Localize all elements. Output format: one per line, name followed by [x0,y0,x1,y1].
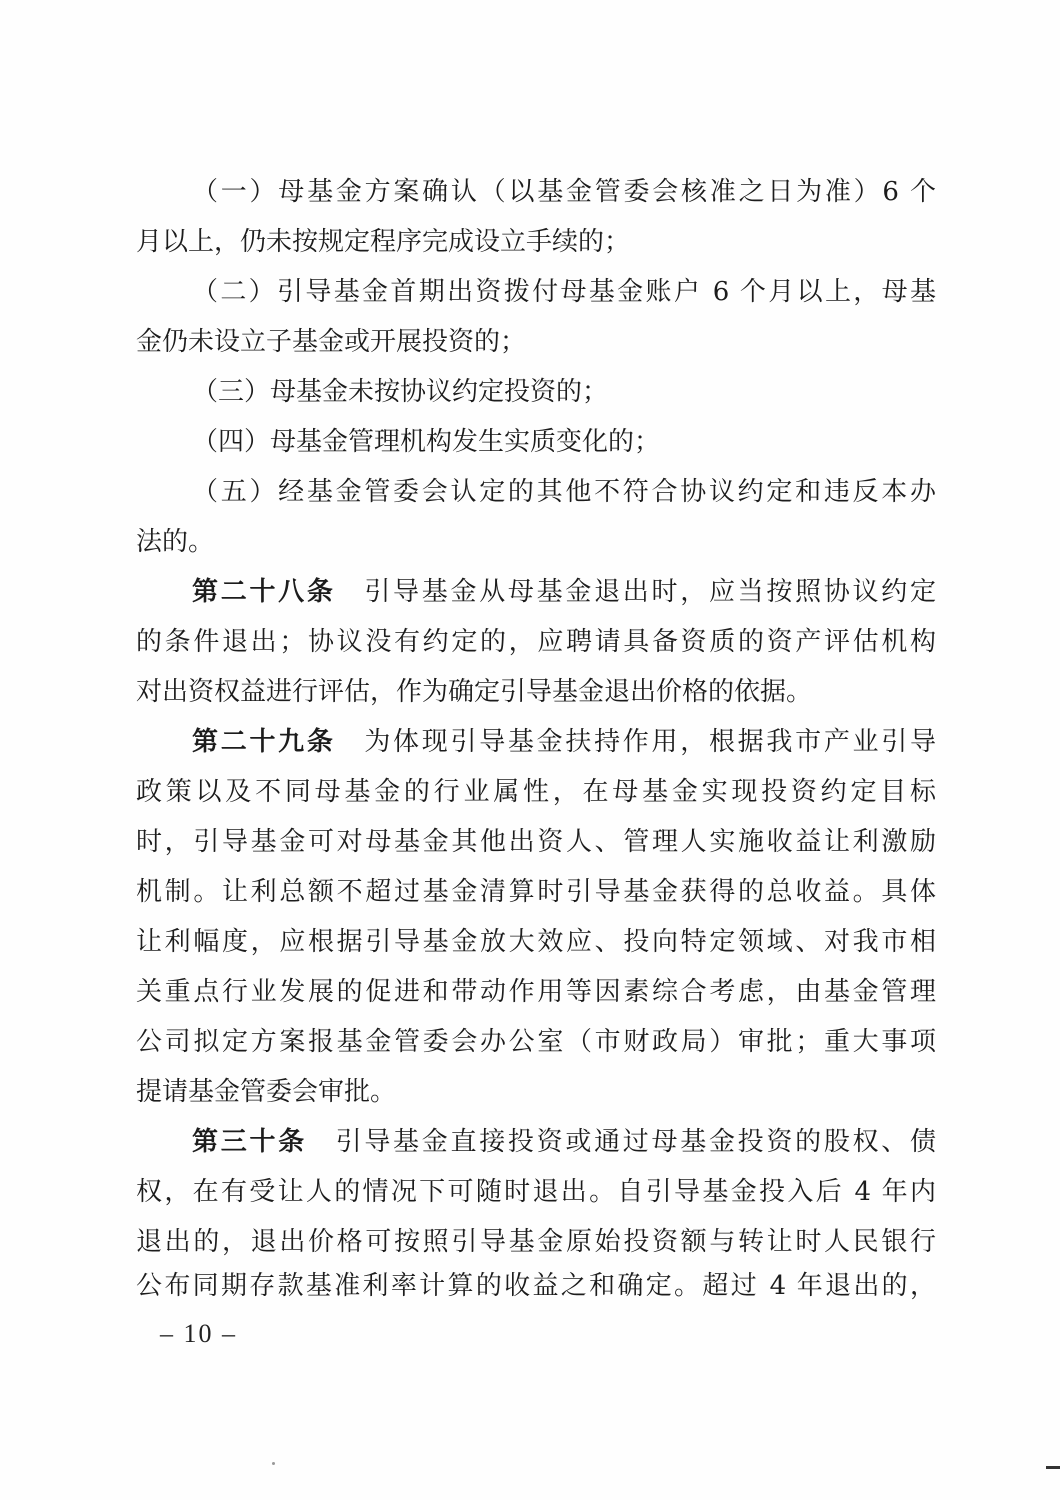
scan-speck [272,1462,275,1465]
line-text: （五）经基金管委会认定的其他不符合协议约定和违反本办 [192,477,936,507]
article-heading: 第三十条 [192,1127,307,1157]
line-text: 权，在有受让人的情况下可随时退出。自引导基金投入后 4 年内 [136,1177,936,1207]
line-text: 法的。 [136,527,215,557]
paragraph-line [136,772,936,812]
paragraph-line [136,522,936,562]
line-text: 引导基金从母基金退出时，应当按照协议约定 [335,577,936,607]
paragraph-line [192,472,936,512]
paragraph-line [136,922,936,962]
line-text: 公司拟定方案报基金管委会办公室（市财政局）审批；重大事项 [136,1027,936,1057]
paragraph-line [136,872,936,912]
article-heading: 第二十九条 [192,727,336,757]
line-text: 金仍未设立子基金或开展投资的； [136,327,527,357]
paragraph-line [136,222,936,262]
paragraph-line [136,1266,936,1306]
line-text: 引导基金直接投资或通过母基金投资的股权、债 [306,1127,936,1157]
paragraph-line [136,1222,936,1262]
paragraph-line [136,672,936,712]
paragraph-line [192,422,936,462]
paragraph-line [136,822,936,862]
line-text: 提请基金管委会审批。 [136,1077,397,1107]
line-text: （三）母基金未按协议约定投资的； [192,377,609,407]
page-number: – 10 – [160,1319,237,1348]
paragraph-line [192,272,936,312]
paragraph-line [136,622,936,662]
article-30-first-line [192,1122,936,1162]
article-heading: 第二十八条 [192,577,336,607]
article-29-first-line [192,722,936,762]
line-text: （二）引导基金首期出资拨付母基金账户 6 个月以上，母基 [192,277,936,307]
line-text: 退出的，退出价格可按照引导基金原始投资额与转让时人民银行 [136,1227,936,1257]
line-text: 对出资权益进行评估，作为确定引导基金退出价格的依据。 [136,677,813,707]
line-text: 关重点行业发展的促进和带动作用等因素综合考虑，由基金管理 [136,977,936,1007]
paragraph-line [192,172,936,212]
article-28-first-line [192,572,936,612]
line-text: （一）母基金方案确认（以基金管委会核准之日为准）6 个 [192,177,936,207]
paragraph-line [136,1022,936,1062]
line-text: 政策以及不同母基金的行业属性，在母基金实现投资约定目标 [136,777,936,807]
line-text: 公布同期存款基准利率计算的收益之和确定。超过 4 年退出的， [136,1271,936,1301]
line-text: 为体现引导基金扶持作用，根据我市产业引导 [335,727,936,757]
line-text: （四）母基金管理机构发生实质变化的； [192,427,661,457]
paragraph-line [136,1072,936,1112]
paragraph-line [136,322,936,362]
line-text: 月以上，仍未按规定程序完成设立手续的； [136,227,631,257]
line-text: 时，引导基金可对母基金其他出资人、管理人实施收益让利激励 [136,827,936,857]
scan-edge-mark [1046,1466,1060,1469]
paragraph-line [136,972,936,1012]
paragraph-line [136,1172,936,1212]
paragraph-line [192,372,936,412]
line-text: 的条件退出；协议没有约定的，应聘请具备资质的资产评估机构 [136,627,936,657]
line-text: 机制。让利总额不超过基金清算时引导基金获得的总收益。具体 [136,877,936,907]
line-text: 让利幅度，应根据引导基金放大效应、投向特定领域、对我市相 [136,927,936,957]
